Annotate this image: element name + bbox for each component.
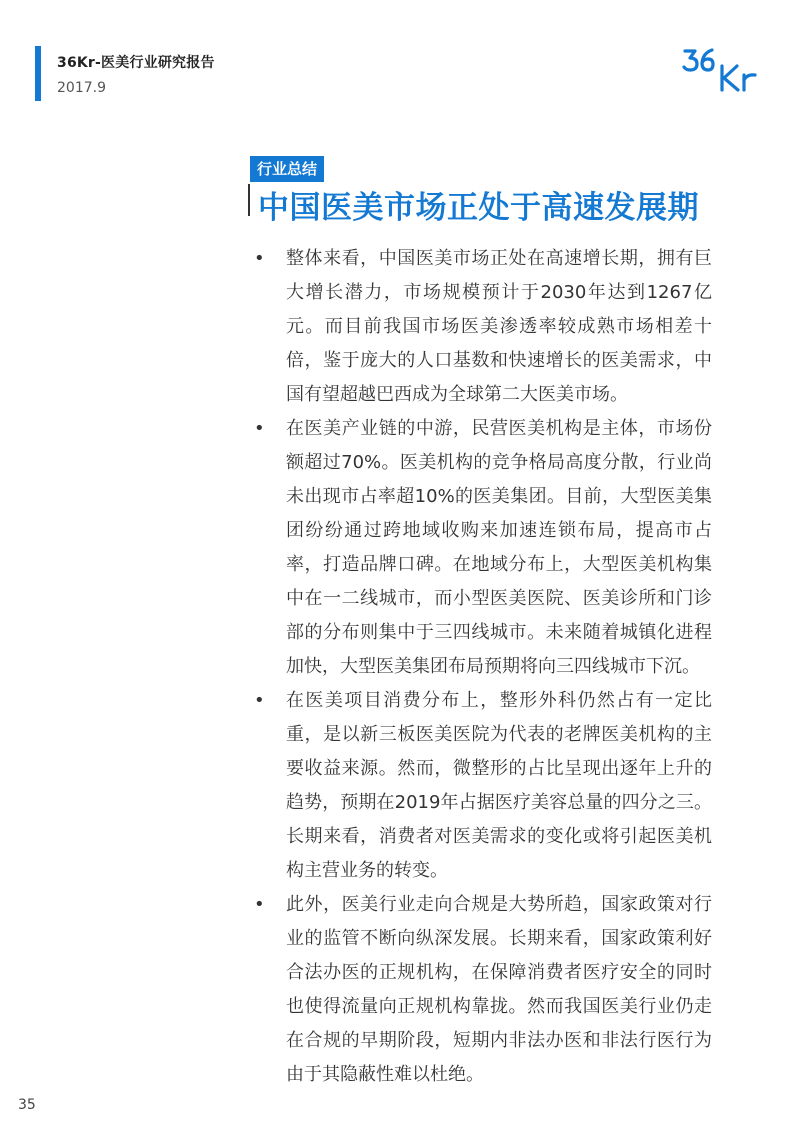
bullet-item xyxy=(252,888,712,1092)
bullet-text: 整体来看，中国医美市场正处在高速增长期，拥有巨大增长潜力，市场规模预计于2030年达到1267亿元。而目前我国市场医美渗透率较成熟市场相差十倍，鉴于庞大的人口基数和快速增长的医美需求，中国有望超越巴西成为全球第二大医美市场。 xyxy=(286,248,712,405)
bullet-dot: • xyxy=(254,690,265,711)
report-date: 2017.9 xyxy=(57,80,106,96)
bullet-dot: • xyxy=(254,894,265,915)
bullet-text: 此外，医美行业走向合规是大势所趋，国家政策对行业的监管不断向纵深发展。长期来看，国家政策利好合法办医的正规机构，在保障消费者医疗安全的同时也使得流量向正规机构靠拢。然而我国医美行业仍走在合规的早期阶段，短期内非法办医和非法行医行为由于其隐蔽性难以杜绝。 xyxy=(286,894,712,1085)
bullet-dot: • xyxy=(254,418,265,439)
bullet-text: 在医美项目消费分布上，整形外科仍然占有一定比重，是以新三板医美医院为代表的老牌医美机构的主要收益来源。然而，微整形的占比呈现出逐年上升的趋势，预期在2019年占据医疗美容总量的四分之三。长期来看，消费者对医美需求的变化或将引起医美机构主营业务的转变。 xyxy=(286,690,712,881)
page-number: 35 xyxy=(18,1097,36,1113)
bullet-dot: • xyxy=(254,248,265,269)
title-divider xyxy=(248,184,250,216)
bullet-item xyxy=(252,684,712,888)
bullet-item xyxy=(252,412,712,684)
summary-bullet-list xyxy=(252,242,712,1092)
section-tag: 行业总结 xyxy=(250,156,324,182)
bullet-item xyxy=(252,242,712,412)
report-title: 36Kr-医美行业研究报告 xyxy=(57,55,215,71)
header-accent-bar xyxy=(35,46,41,101)
page-title: 中国医美市场正处于高速发展期 xyxy=(258,190,699,226)
36kr-logo xyxy=(682,44,766,96)
bullet-text: 在医美产业链的中游，民营医美机构是主体，市场份额超过70%。医美机构的竞争格局高度分散，行业尚未出现市占率超10%的医美集团。目前，大型医美集团纷纷通过跨地域收购来加速连锁布局，提高市占率，打造品牌口碑。在地域分布上，大型医美机构集中在一二线城市，而小型医美医院、医美诊所和门诊部的分布则集中于三四线城市。未来随着城镇化进程加快，大型医美集团布局预期将向三四线城市下沉。 xyxy=(286,418,712,677)
